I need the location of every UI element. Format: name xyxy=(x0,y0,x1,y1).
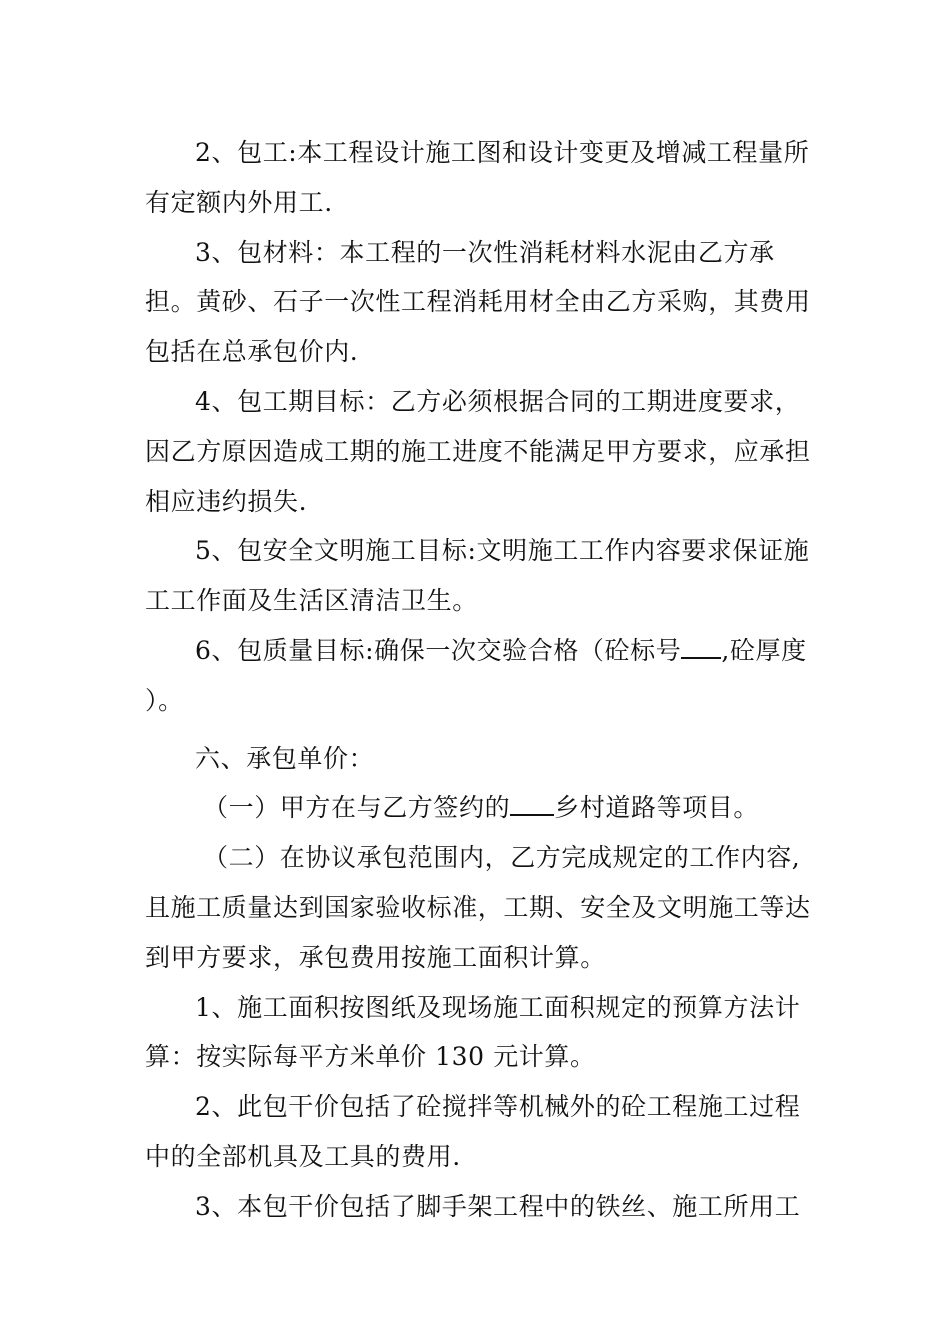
paragraph-area-calculation: 1、施工面积按图纸及现场施工面积规定的预算方法计算：按实际每平方米单价 130 元计算。 xyxy=(145,992,801,1072)
quality-closing-text: ）。 xyxy=(145,685,184,715)
paragraph-signed-project xyxy=(145,783,813,833)
paragraph-lump-sum-scaffold: 3、本包干价包括了脚手架工程中的铁丝、施工所用工 xyxy=(195,1191,801,1221)
signed-project-suffix: 乡村道路等项目。 xyxy=(554,793,760,823)
paragraph-contract-scope: （二）在协议承包范围内，乙方完成规定的工作内容,且施工质量达到国家验收标准，工期、安全及文明施工等达到甲方要求，承包费用按施工面积计算。 xyxy=(145,843,811,972)
paragraph-quality-target xyxy=(145,626,813,726)
quality-thickness-text: ,砼厚度 xyxy=(721,635,807,665)
paragraph-safety-target: 5、包安全文明施工目标:文明施工工作内容要求保证施工工作面及生活区清洁卫生。 xyxy=(145,536,810,616)
quality-target-text: 6、包质量目标:确保一次交验合格（砼标号 xyxy=(195,635,682,665)
concrete-grade-blank xyxy=(681,635,721,659)
paragraph-labor-scope: 2、包工:本工程设计施工图和设计变更及增减工程量所有定额内外用工. xyxy=(145,138,810,217)
paragraph-lump-sum-tools: 2、此包干价包括了砼搅拌等机械外的砼工程施工过程中的全部机具及工具的费用. xyxy=(145,1092,801,1171)
document-body xyxy=(145,128,813,1232)
project-name-blank xyxy=(510,792,554,816)
paragraph-materials: 3、包材料：本工程的一次性消耗材料水泥由乙方承担。黄砂、石子一次性工程消耗用材全由乙方采购，其费用包括在总承包价内. xyxy=(145,237,811,367)
section-heading-unit-price: 六、承包单价： xyxy=(195,743,375,773)
paragraph-schedule-target: 4、包工期目标：乙方必须根据合同的工期进度要求，因乙方原因造成工期的施工进度不能满足甲方要求，应承担相应违约损失. xyxy=(145,386,811,516)
signed-project-text: （一）甲方在与乙方签约的 xyxy=(203,793,511,823)
